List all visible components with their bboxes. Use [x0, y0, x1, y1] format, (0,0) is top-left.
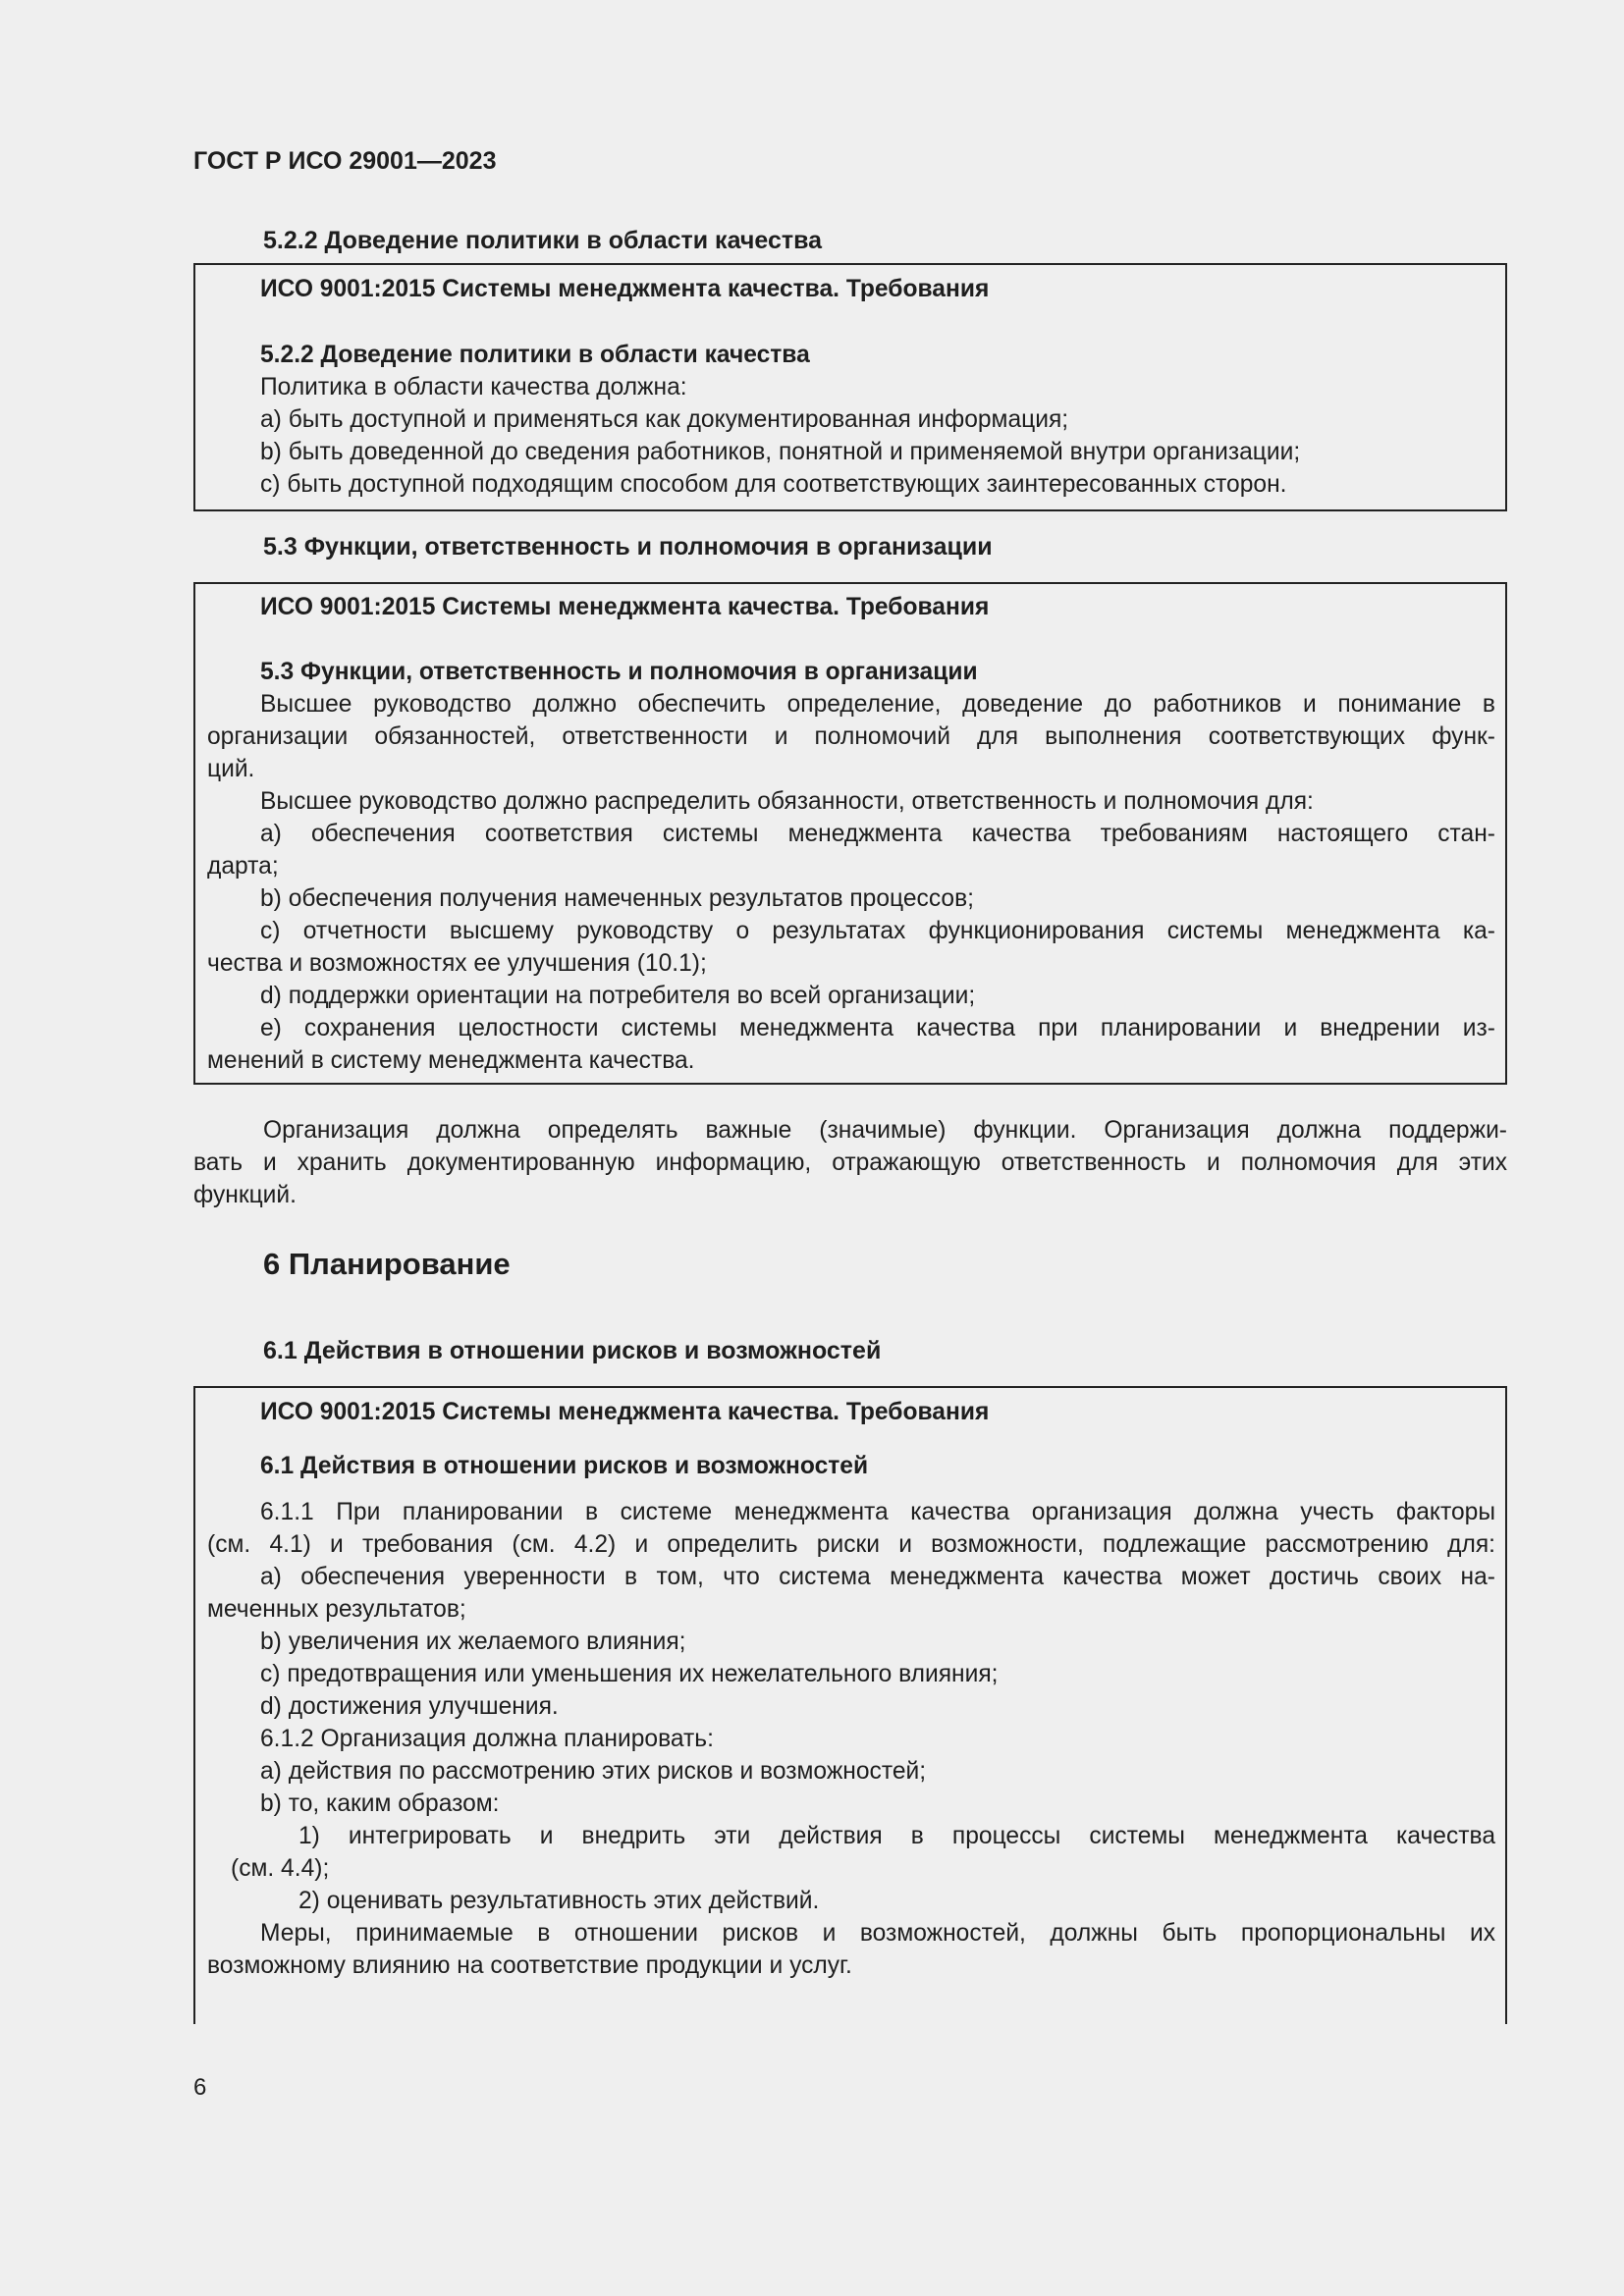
- box-line: e) сохранения целостности системы менеджмента качества при планировании и внедрении из-: [260, 1015, 1495, 1041]
- box-line: Высшее руководство должно распределить обязанности, ответственность и полномочия для:: [260, 788, 1314, 815]
- box-line: ций.: [207, 756, 255, 782]
- box-line: возможному влиянию на соответствие продукции и услуг.: [207, 1952, 852, 1979]
- box-line: b) увеличения их желаемого влияния;: [260, 1629, 686, 1655]
- box-line: Политика в области качества должна:: [260, 374, 687, 400]
- box-line: (см. 4.1) и требования (см. 4.2) и определить риски и возможности, подлежащие рассмотрению для:: [207, 1531, 1495, 1558]
- iso-quote-box-5-2-2: [193, 263, 1507, 511]
- box-line: 2) оценивать результативность этих действий.: [298, 1888, 820, 1914]
- box-line: чества и возможностях ее улучшения (10.1);: [207, 950, 707, 977]
- box-title: ИСО 9001:2015 Системы менеджмента качества. Требования: [260, 1399, 990, 1425]
- running-head: ГОСТ Р ИСО 29001—2023: [193, 147, 497, 175]
- box-line: (см. 4.4);: [231, 1855, 330, 1882]
- section-6-1-heading: 6.1 Действия в отношении рисков и возможностей: [263, 1337, 882, 1364]
- box-line: c) быть доступной подходящим способом для соответствующих заинтересованных сторон.: [260, 471, 1287, 498]
- section-5-3-heading: 5.3 Функции, ответственность и полномочия в организации: [263, 533, 993, 561]
- box-subheading: 5.3 Функции, ответственность и полномочия в организации: [260, 659, 978, 685]
- box-line: меченных результатов;: [207, 1596, 466, 1623]
- box-subheading: 5.2.2 Доведение политики в области качества: [260, 342, 810, 368]
- body-paragraph-line: функций.: [193, 1182, 297, 1208]
- section-6-heading: 6 Планирование: [263, 1247, 511, 1281]
- box-line: a) обеспечения соответствия системы менеджмента качества требованиям настоящего стан-: [260, 821, 1495, 847]
- box-line: b) быть доведенной до сведения работников, понятной и применяемой внутри организации;: [260, 439, 1301, 465]
- iso-quote-box-5-3: [193, 582, 1507, 1085]
- box-title: ИСО 9001:2015 Системы менеджмента качества. Требования: [260, 276, 990, 302]
- page-number: 6: [193, 2074, 207, 2101]
- box-line: Меры, принимаемые в отношении рисков и возможностей, должны быть пропорциональны их: [260, 1920, 1495, 1947]
- box-line: c) предотвращения или уменьшения их нежелательного влияния;: [260, 1661, 999, 1687]
- box-line: c) отчетности высшему руководству о результатах функционирования системы менеджмента ка-: [260, 918, 1495, 944]
- section-5-2-2-heading: 5.2.2 Доведение политики в области качества: [263, 227, 823, 254]
- box-line: менений в систему менеджмента качества.: [207, 1047, 695, 1074]
- box-line: d) достижения улучшения.: [260, 1693, 559, 1720]
- box-line: 6.1.2 Организация должна планировать:: [260, 1726, 714, 1752]
- box-line: d) поддержки ориентации на потребителя во всей организации;: [260, 983, 976, 1009]
- box-title: ИСО 9001:2015 Системы менеджмента качества. Требования: [260, 594, 990, 620]
- box-line: a) быть доступной и применяться как документированная информация;: [260, 406, 1069, 433]
- box-line: Высшее руководство должно обеспечить определение, доведение до работников и понимание в: [260, 691, 1495, 718]
- box-line: b) то, каким образом:: [260, 1790, 500, 1817]
- body-paragraph-line: Организация должна определять важные (значимые) функции. Организация должна поддержи-: [263, 1117, 1507, 1144]
- box-line: a) обеспечения уверенности в том, что система менеджмента качества может достичь своих на-: [260, 1564, 1495, 1590]
- box-line: a) действия по рассмотрению этих рисков и возможностей;: [260, 1758, 927, 1785]
- box-line: 6.1.1 При планировании в системе менеджмента качества организация должна учесть факторы: [260, 1499, 1495, 1525]
- box-subheading: 6.1 Действия в отношении рисков и возможностей: [260, 1453, 869, 1479]
- box-line: 1) интегрировать и внедрить эти действия в процессы системы менеджмента качества: [298, 1823, 1495, 1849]
- box-line: b) обеспечения получения намеченных результатов процессов;: [260, 885, 974, 912]
- box-line: дарта;: [207, 853, 279, 880]
- body-paragraph-line: вать и хранить документированную информацию, отражающую ответственность и полномочия для этих: [193, 1149, 1507, 1176]
- iso-quote-box-6-1: [193, 1386, 1507, 2024]
- box-line: организации обязанностей, ответственности и полномочий для выполнения соответствующих функ-: [207, 723, 1495, 750]
